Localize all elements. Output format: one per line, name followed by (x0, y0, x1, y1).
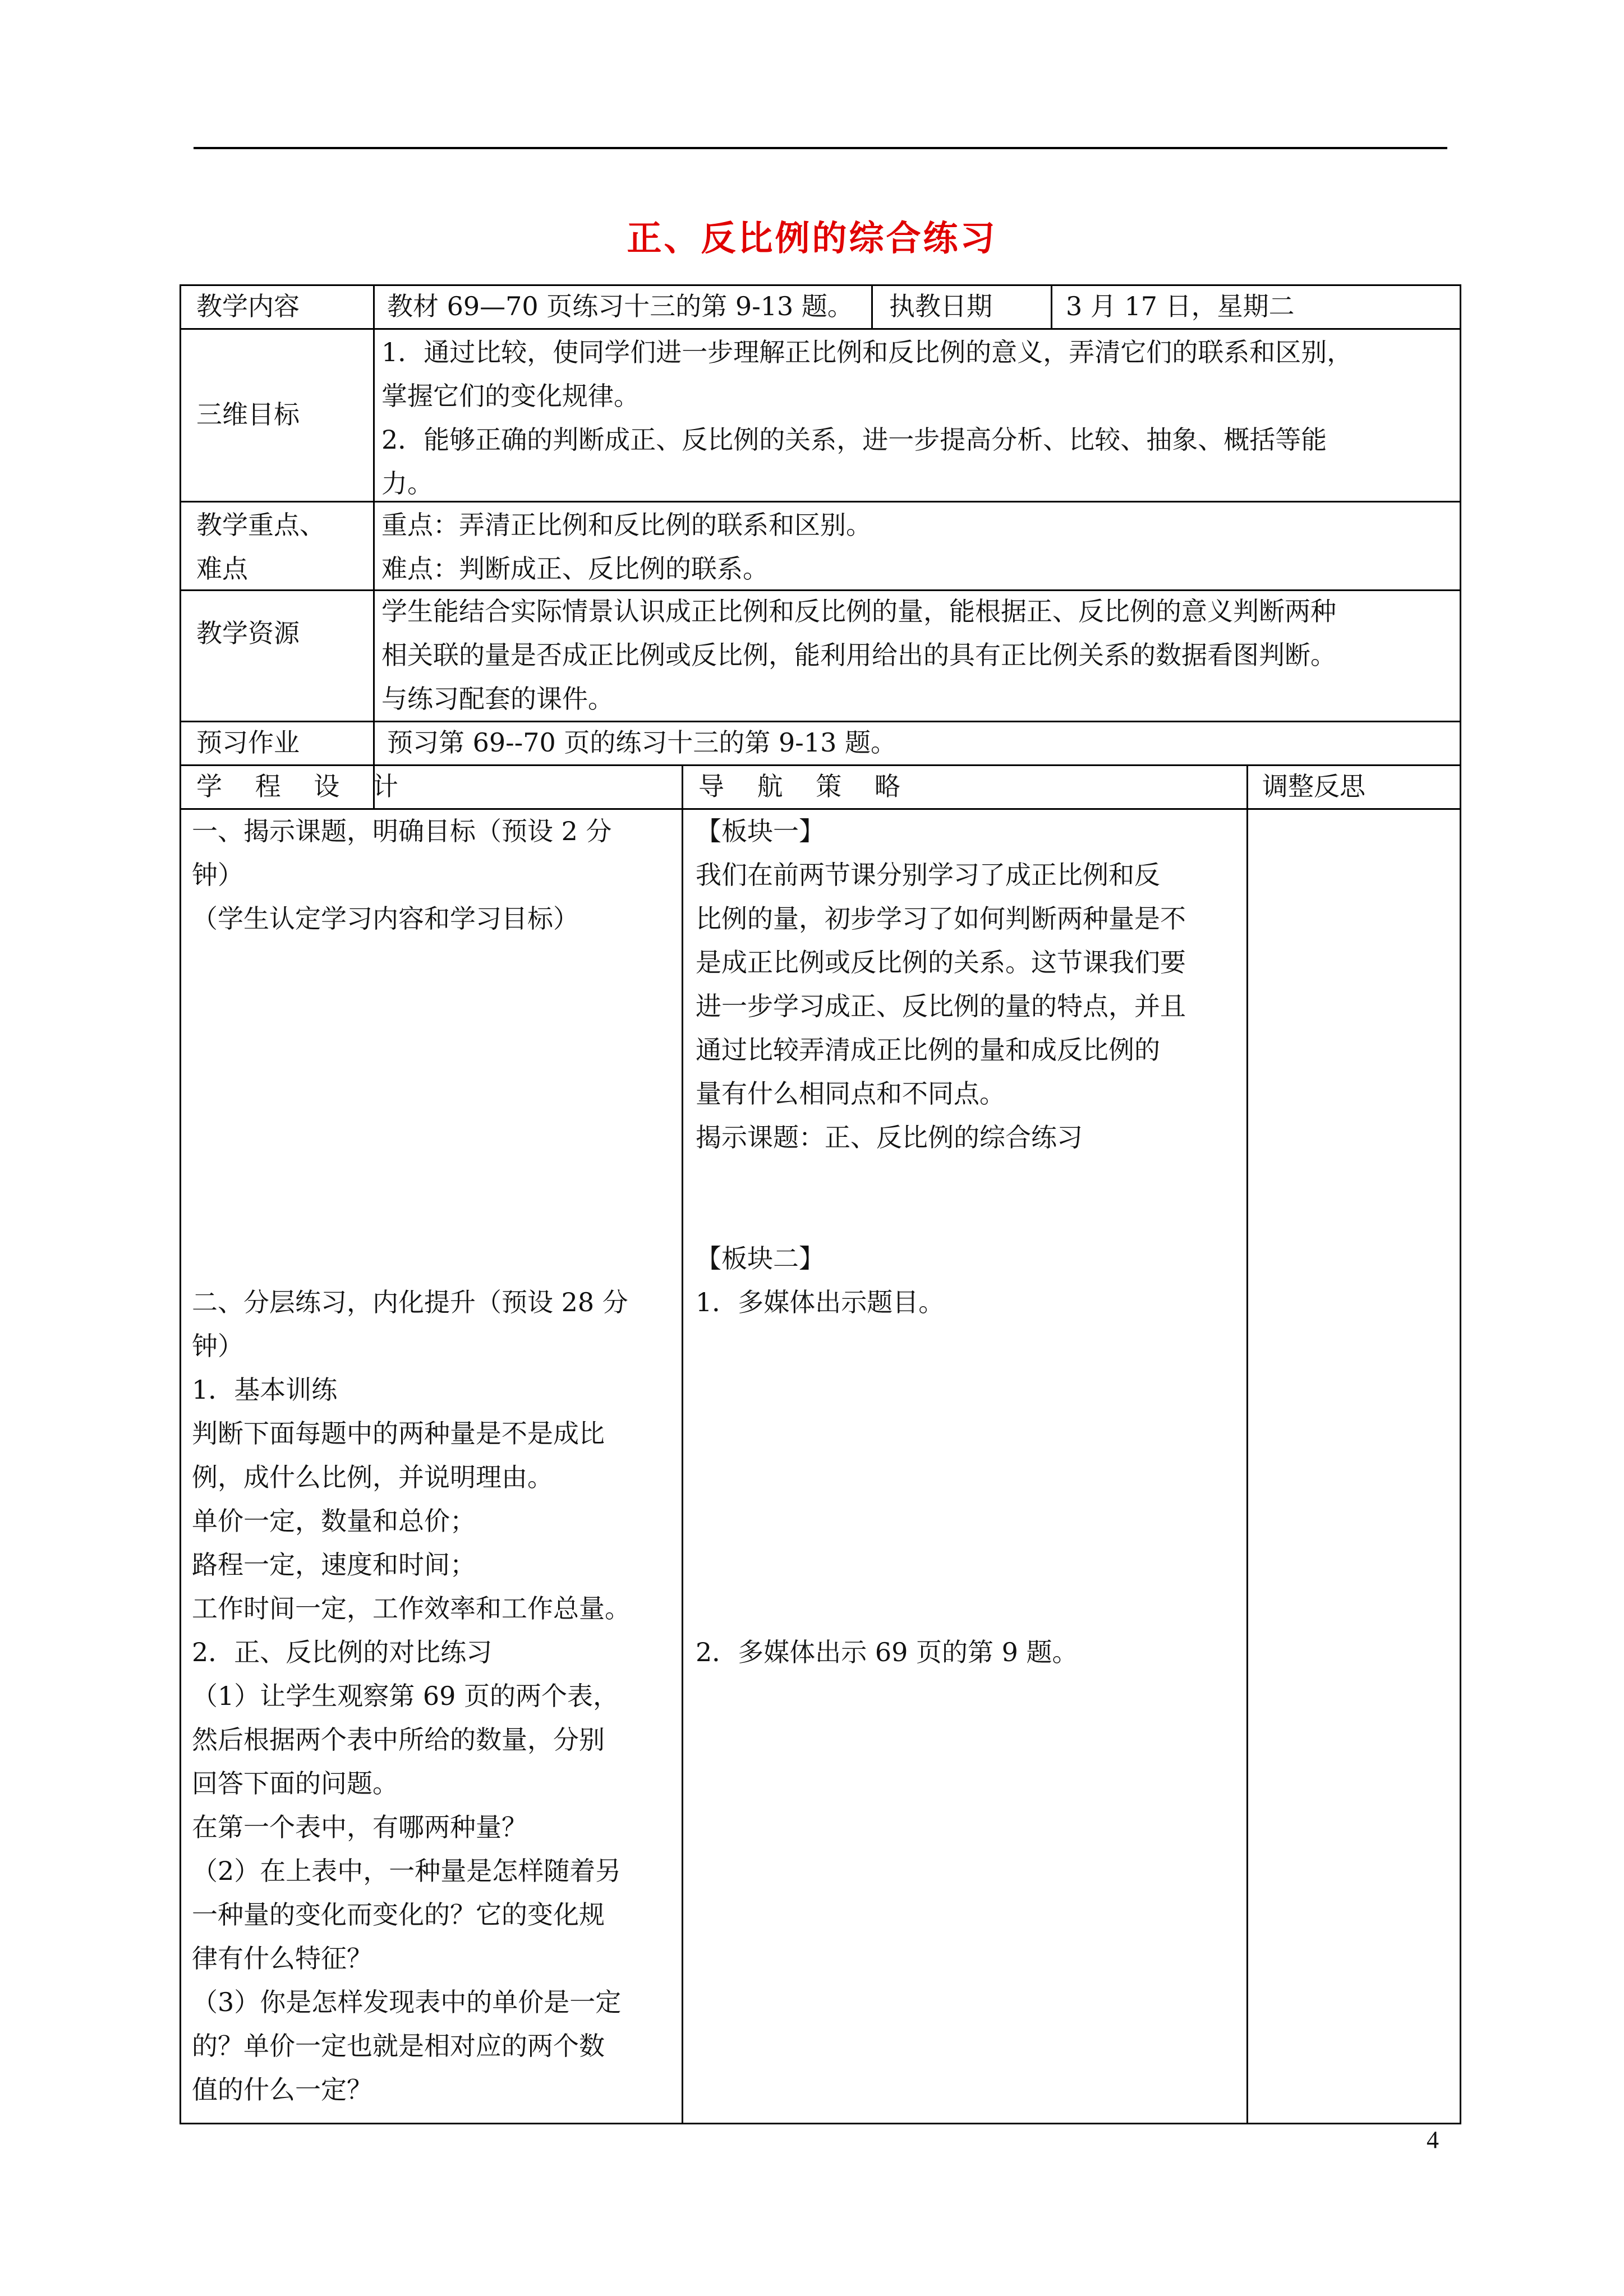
resource-line: 相关联的量是否成正比例或反比例，能利用给出的具有正比例关系的数据看图判断。 (381, 640, 1336, 670)
design-line: 二、分层练习，内化提升（预设 28 分 (192, 1287, 628, 1317)
design-line: 例，成什么比例，并说明理由。 (192, 1462, 553, 1492)
design-line: 钟） (192, 1331, 243, 1361)
goals-label: 三维目标 (196, 399, 300, 430)
key-points-label-line: 难点 (196, 554, 248, 584)
goals-text (381, 330, 1352, 505)
column-header-reflection: 调整反思 (1262, 771, 1365, 801)
table-rule (682, 764, 683, 2124)
design-line: 值的什么一定？ (192, 2074, 372, 2105)
design-line: 路程一定，速度和时间； (192, 1550, 476, 1580)
strategy-line: 【板块二】 (696, 1243, 825, 1274)
page-number: 4 (1427, 2126, 1439, 2154)
strategy-line: 1．多媒体出示题目。 (696, 1287, 945, 1317)
resource-line: 学生能结合实际情景认识成正比例和反比例的量，能根据正、反比例的意义判断两种 (381, 596, 1336, 626)
resource-line: 与练习配套的课件。 (381, 684, 614, 714)
design-line: （1）让学生观察第 69 页的两个表， (192, 1681, 619, 1711)
document-title: 正、反比例的综合练习 (627, 218, 997, 259)
preview-value: 预习第 69--70 页的练习十三的第 9-13 题。 (387, 727, 896, 758)
design-line: 钟） (192, 860, 243, 890)
strategy-line: 通过比较弄清成正比例的量和成反比例的 (696, 1035, 1160, 1065)
key-points-text (381, 503, 872, 591)
goals-line: 1．通过比较，使同学们进一步理解正比例和反比例的意义，弄清它们的联系和区别， (381, 337, 1353, 367)
strategy-line: 是成正比例或反比例的关系。这节课我们要 (696, 947, 1186, 978)
design-line: 回答下面的问题。 (192, 1768, 398, 1799)
preview-label: 预习作业 (196, 727, 300, 758)
strategy-line: 量有什么相同点和不同点。 (696, 1078, 1005, 1109)
design-line: 在第一个表中，有哪两种量？ (192, 1812, 527, 1842)
table-rule (1051, 284, 1052, 328)
design-line: 工作时间一定，工作效率和工作总量。 (192, 1593, 631, 1624)
design-line: 然后根据两个表中所给的数量，分别 (192, 1725, 605, 1755)
content-value: 教材 69—70 页练习十三的第 9-13 题。 (387, 291, 853, 321)
table-rule (180, 328, 1461, 330)
design-line: 2．正、反比例的对比练习 (192, 1637, 493, 1667)
table-border-bottom (180, 2123, 1461, 2124)
key-points-line: 难点：判断成正、反比例的联系。 (381, 554, 769, 584)
date-value: 3 月 17 日，星期二 (1066, 291, 1295, 321)
goals-line: 力。 (381, 468, 433, 499)
key-points-label-line: 教学重点、 (196, 510, 325, 540)
table-rule (373, 284, 375, 808)
table-rule (871, 284, 873, 328)
resource-label: 教学资源 (196, 618, 300, 648)
goals-line: 2．能够正确的判断成正、反比例的关系，进一步提高分析、比较、抽象、概括等能 (381, 425, 1327, 455)
resource-text (381, 589, 1336, 721)
header-rule (194, 147, 1447, 149)
strategy-column-top (696, 809, 1186, 1159)
table-border-right (1460, 284, 1461, 2124)
design-column-top (192, 809, 612, 940)
goals-line: 掌握它们的变化规律。 (381, 381, 640, 411)
strategy-line: 比例的量，初步学习了如何判断两种量是不 (696, 903, 1186, 934)
content-label: 教学内容 (196, 291, 300, 321)
design-line: 一种量的变化而变化的？它的变化规 (192, 1899, 605, 1930)
strategy-line: 【板块一】 (696, 816, 825, 846)
column-header-strategy: 导 航 策 略 (698, 771, 913, 801)
key-points-line: 重点：弄清正比例和反比例的联系和区别。 (381, 510, 872, 540)
column-header-design: 学 程 设 计 (196, 771, 411, 801)
date-label: 执教日期 (889, 291, 992, 321)
design-line: 一、揭示课题，明确目标（预设 2 分 (192, 816, 612, 846)
strategy-line: 揭示课题：正、反比例的综合练习 (696, 1122, 1083, 1152)
table-rule (1246, 764, 1248, 2124)
design-line: 1．基本训练 (192, 1375, 338, 1405)
design-line: （3）你是怎样发现表中的单价是一定 (192, 1987, 622, 2017)
key-points-label (196, 503, 325, 591)
design-column-bottom (192, 1280, 631, 2111)
strategy-line: 2．多媒体出示 69 页的第 9 题。 (696, 1637, 1078, 1667)
strategy-column-bottom (696, 1630, 1078, 1674)
design-line: （2）在上表中，一种量是怎样随着另 (192, 1856, 622, 1886)
table-border-left (180, 284, 181, 2124)
design-line: 单价一定，数量和总价； (192, 1506, 476, 1536)
strategy-line: 进一步学习成正、反比例的量的特点，并且 (696, 991, 1186, 1021)
design-line: 律有什么特征？ (192, 1943, 372, 1974)
design-line: （学生认定学习内容和学习目标） (192, 903, 579, 934)
strategy-line: 我们在前两节课分别学习了成正比例和反 (696, 860, 1160, 890)
design-line: 的？单价一定也就是相对应的两个数 (192, 2031, 605, 2061)
design-line: 判断下面每题中的两种量是不是成比 (192, 1418, 605, 1449)
strategy-column-middle (696, 1237, 944, 1324)
